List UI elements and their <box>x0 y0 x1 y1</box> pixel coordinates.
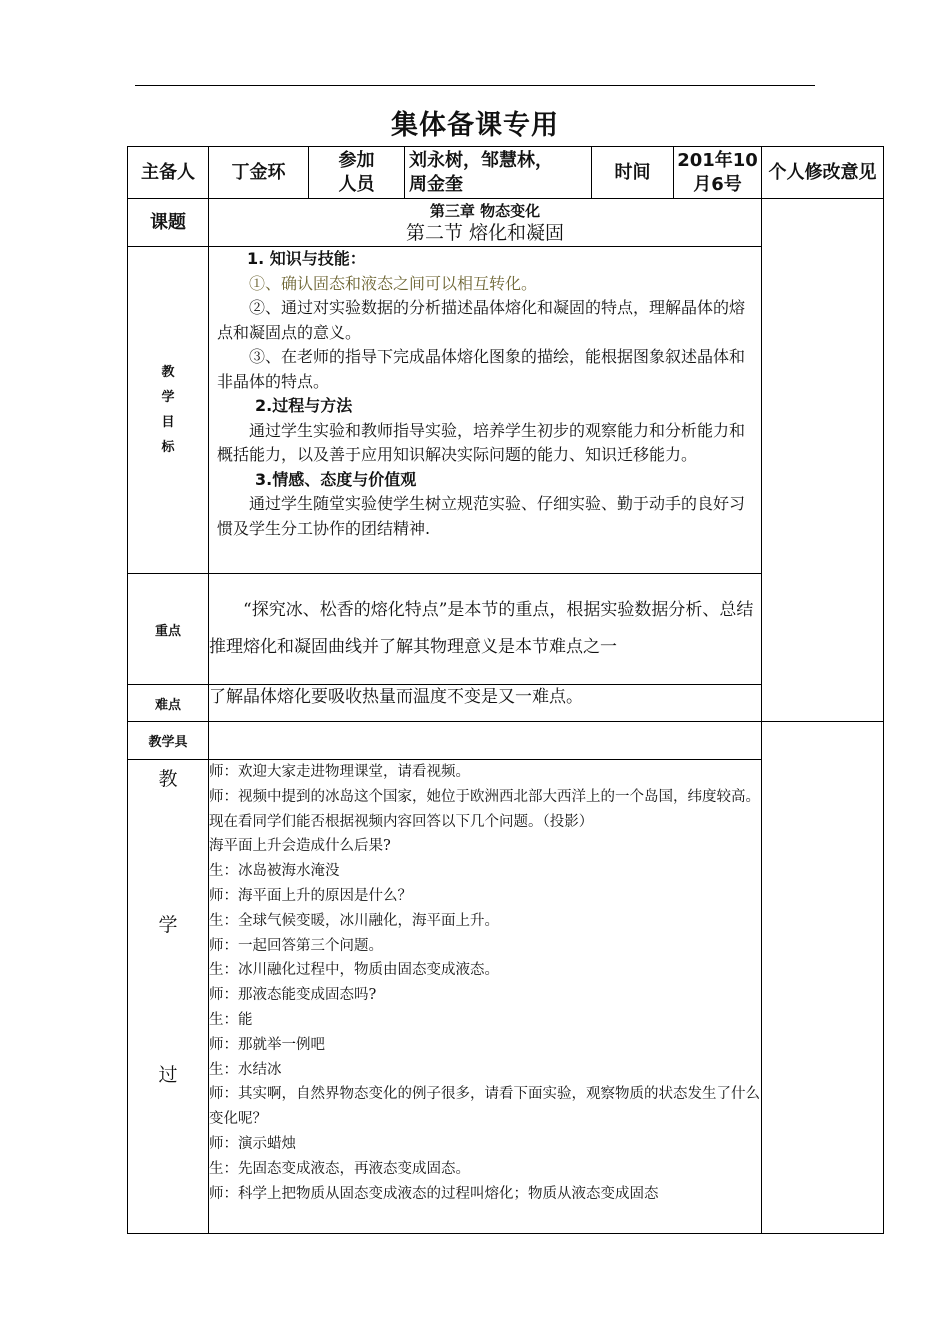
process-line: 生：先固态变成液态，再液态变成固态。 <box>209 1160 470 1177</box>
objectives-label-char: 学 <box>161 390 175 405</box>
process-line: 师：一起回答第三个问题。 <box>209 937 383 954</box>
process-line: 生：冰岛被海水淹没 <box>209 863 340 880</box>
difficulty-text: 了解晶体熔化要吸收热量而温度不变是又一难点。 <box>209 685 762 722</box>
notes-label: 个人修改意见 <box>762 147 884 199</box>
process-line: 师：海平面上升的原因是什么？ <box>209 887 412 904</box>
preparer-label: 主备人 <box>128 147 209 199</box>
tools-label: 教学具 <box>128 722 209 760</box>
date-value <box>674 147 762 199</box>
section-title: 第二节 熔化和凝固 <box>405 221 565 244</box>
time-label: 时间 <box>592 147 674 199</box>
process-line: 师：视频中提到的冰岛这个国家，她位于欧洲西北部大西洋上的一个岛国，纬度较高。 <box>209 788 760 805</box>
lesson-plan-table <box>127 146 884 1234</box>
participants-label <box>309 147 405 199</box>
date-line2: 月6号 <box>693 173 742 195</box>
topic-row <box>128 199 884 247</box>
chapter-title: 第三章 物态变化 <box>429 201 541 220</box>
preparer-name: 丁金环 <box>209 147 309 199</box>
process-line: 生：能 <box>209 1011 253 1028</box>
process-label <box>128 760 209 1234</box>
notes-cell-lower[interactable] <box>762 722 884 1234</box>
objective-item-1: ①、确认固态和液态之间可以相互转化。 <box>249 273 538 293</box>
tools-row <box>128 722 884 760</box>
objectives-heading-2: 2.过程与方法 <box>255 396 353 415</box>
objectives-label-char: 教 <box>161 365 175 380</box>
process-content <box>209 760 762 1234</box>
participants-label-line1: 参加 <box>338 149 375 171</box>
process-line: 海平面上升会造成什么后果? <box>209 838 391 855</box>
objectives-content <box>209 247 762 574</box>
difficulty-label: 难点 <box>128 685 209 722</box>
objective-item-3: ③、在老师的指导下完成晶体熔化图象的描绘，能根据图象叙述晶体和非晶体的特点。 <box>217 347 746 391</box>
objectives-paragraph-3: 通过学生随堂实验使学生树立规范实验、仔细实验、勤于动手的良好习惯及学生分工协作的团结精神. <box>217 494 746 538</box>
process-line: 师：那液态能变成固态吗? <box>209 987 377 1004</box>
process-line: 生：冰川融化过程中，物质由固态变成液态。 <box>209 962 499 979</box>
participants-line2: 周金奎 <box>409 173 463 195</box>
objectives-label-char: 标 <box>161 440 175 455</box>
participants-names <box>405 147 592 199</box>
tools-content[interactable] <box>209 722 762 760</box>
process-line: 师：演示蜡烛 <box>209 1135 296 1152</box>
topic-content <box>209 199 762 247</box>
topic-label: 课题 <box>128 199 209 247</box>
process-line: 生：全球气候变暖，冰川融化，海平面上升。 <box>209 912 499 929</box>
header-row <box>128 147 884 199</box>
objectives-heading-3: 3.情感、态度与价值观 <box>255 469 417 489</box>
key-points-label: 重点 <box>128 574 209 685</box>
key-points-text: “探究冰、松香的熔化特点”是本节的重点，根据实验数据分析、总结推理熔化和凝固曲线并了解其物理意义是本节难点之一 <box>209 574 762 685</box>
objectives-paragraph-2: 通过学生实验和教师指导实验，培养学生初步的观察能力和分析能力和概括能力，以及善于应用知识解决实际问题的能力、知识迁移能力。 <box>217 420 746 464</box>
process-line: 师：那就举一例吧 <box>209 1036 325 1053</box>
date-line1: 201年10 <box>677 149 758 171</box>
process-label-char: 教 <box>158 768 178 790</box>
process-line: 师：科学上把物质从固态变成液态的过程叫熔化；物质从液态变成固态 <box>209 1185 659 1202</box>
objective-item-2: ②、通过对实验数据的分析描述晶体熔化和凝固的特点，理解晶体的熔点和凝固点的意义。 <box>217 298 746 342</box>
process-line: 师：其实啊，自然界物态变化的例子很多，请看下面实验，观察物质的状态发生了什么变化呢？ <box>209 1086 760 1128</box>
objectives-label <box>128 247 209 574</box>
header-rule <box>135 85 815 86</box>
participants-line1: 刘永树，邹慧林， <box>409 149 553 171</box>
process-line: 生：水结冰 <box>209 1061 282 1078</box>
process-label-char: 学 <box>158 914 178 936</box>
objectives-heading-1: 1. 知识与技能： <box>247 249 366 268</box>
objectives-label-char: 目 <box>161 415 175 430</box>
notes-cell-upper[interactable] <box>762 199 884 722</box>
process-label-char: 过 <box>158 1064 178 1086</box>
participants-label-line2: 人员 <box>338 173 375 195</box>
process-line: 现在看同学们能否根据视频内容回答以下几个问题。（投影） <box>209 813 594 830</box>
process-line: 师：欢迎大家走进物理课堂，请看视频。 <box>209 764 470 780</box>
document-title: 集体备课专用 <box>391 110 559 141</box>
